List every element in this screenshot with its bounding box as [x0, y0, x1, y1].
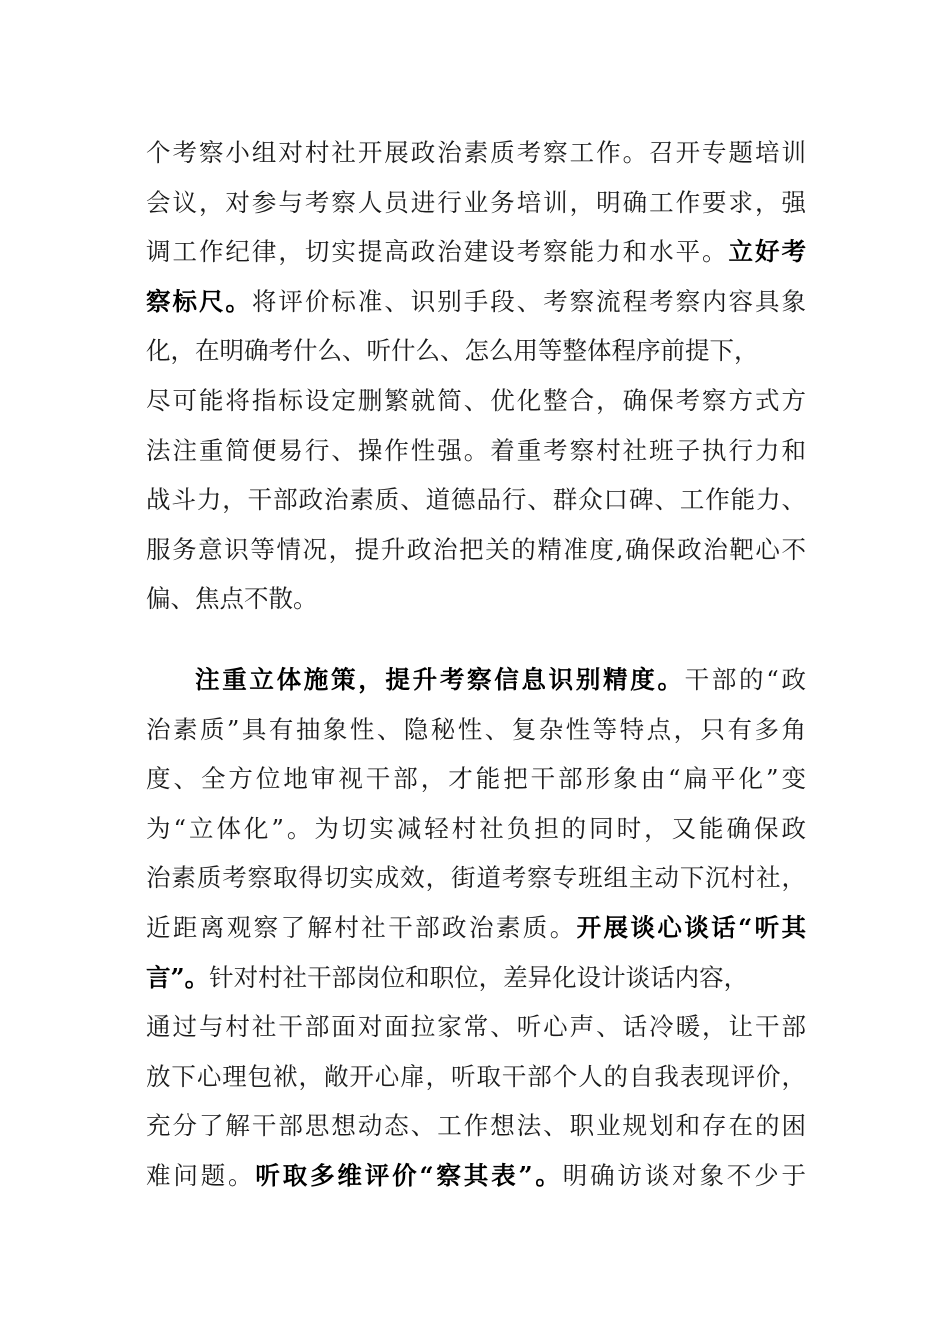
body-text: 针对村社干部岗位和职位，差异化设计谈话内容， — [209, 962, 749, 992]
paragraph-1 — [146, 128, 806, 624]
text-line — [146, 326, 806, 376]
text-line — [146, 804, 806, 854]
body-text: 治素质考察取得切实成效，街道考察专班组主动下沉村社， — [146, 863, 806, 893]
text-line — [146, 376, 806, 426]
body-text: 充分了解干部思想动态、工作想法、职业规划和存在的困 — [146, 1111, 806, 1141]
body-text: 服务意识等情况，提升政治把关的精准度,确保政治靶心不 — [146, 534, 806, 564]
body-text: 明确访谈对象不少于 — [562, 1160, 807, 1190]
text-line — [146, 1101, 806, 1151]
body-text: 会议，对参与考察人员进行业务培训，明确工作要求，强 — [146, 187, 806, 217]
body-text: 治素质”具有抽象性、隐秘性、复杂性等特点，只有多角 — [146, 714, 806, 744]
body-text: 放下心理包袱，敞开心扉，听取干部个人的自我表现评价， — [146, 1061, 806, 1091]
text-line — [146, 525, 806, 575]
bold-heading-text: 开展谈心谈话“听其 — [576, 912, 807, 942]
body-text: 法注重简便易行、操作性强。着重考察村社班子执行力和 — [146, 435, 806, 465]
text-line — [146, 227, 806, 277]
bold-heading-text: 听取多维评价“察其表”。 — [255, 1160, 563, 1190]
bold-heading-text: 注重立体施策，提升考察信息识别精度。 — [195, 665, 685, 694]
text-line — [146, 475, 806, 525]
body-text: 将评价标准、识别手段、考察流程考察内容具象 — [251, 286, 807, 316]
text-line — [146, 903, 806, 953]
text-line — [146, 1002, 806, 1052]
text-line — [146, 178, 806, 228]
bold-heading-text: 立好考 — [728, 237, 807, 267]
text-line — [146, 426, 806, 476]
text-line — [146, 128, 806, 178]
text-line — [146, 655, 806, 705]
text-line — [146, 953, 806, 1003]
body-text: 调工作纪律，切实提高政治建设考察能力和水平。 — [146, 237, 729, 267]
body-text: 度、全方位地审视干部，才能把干部形象由“扁平化”变 — [146, 764, 806, 794]
body-text: 战斗力，干部政治素质、道德品行、群众口碑、工作能力、 — [146, 485, 806, 515]
text-line — [146, 705, 806, 755]
body-text: 通过与村社干部面对面拉家常、听心声、话冷暖，让干部 — [146, 1012, 806, 1042]
body-text: 难问题。 — [146, 1160, 256, 1190]
text-line — [146, 574, 806, 624]
text-line — [146, 853, 806, 903]
body-text: 偏、焦点不散。 — [146, 584, 318, 614]
body-text: 为“立体化”。为切实减轻村社负担的同时，又能确保政 — [146, 813, 806, 843]
text-line — [146, 1052, 806, 1102]
text-line — [146, 277, 806, 327]
bold-heading-text: 察标尺。 — [146, 286, 252, 316]
body-text: 干部的“政 — [684, 665, 806, 694]
body-text: 化，在明确考什么、听什么、怎么用等整体程序前提下， — [146, 336, 759, 366]
body-text: 个考察小组对村社开展政治素质考察工作。召开专题培训 — [146, 138, 806, 167]
body-text: 尽可能将指标设定删繁就简、优化整合，确保考察方式方 — [146, 385, 806, 415]
body-text: 近距离观察了解村社干部政治素质。 — [146, 912, 577, 942]
text-line — [146, 1151, 806, 1201]
bold-heading-text: 言”。 — [146, 962, 210, 992]
text-line — [146, 754, 806, 804]
paragraph-2 — [146, 655, 806, 1201]
